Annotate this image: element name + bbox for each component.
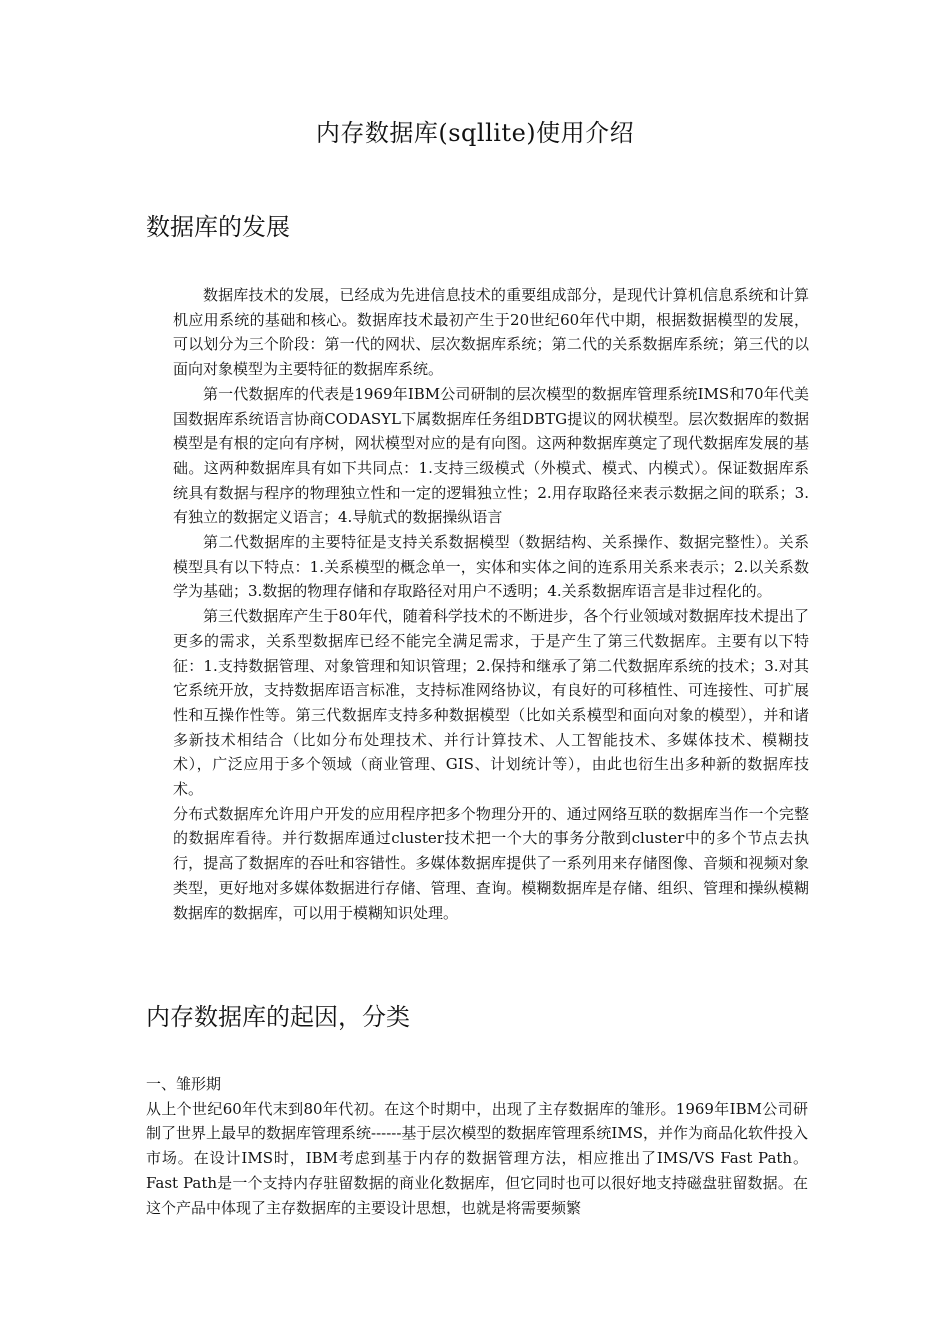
section-body-in-memory-db-origin	[146, 1072, 808, 1220]
section-heading-in-memory-db-origin: 内存数据库的起因，分类	[146, 1003, 410, 1031]
paragraph: 分布式数据库允许用户开发的应用程序把多个物理分开的、通过网络互联的数据库当作一个完整的数据库看待。并行数据库通过cluster技术把一个大的事务分散到cluster中的多个节点去执行，提高了数据库的吞吐和容错性。多媒体数据库提供了一系列用来存储图像、音频和视频对象类型，更好地对多媒体数据进行存储、管理、查询。模糊数据库是存储、组织、管理和操纵模糊数据库的数据库，可以用于模糊知识处理。	[173, 804, 809, 922]
paragraph: 第一代数据库的代表是1969年IBM公司研制的层次模型的数据库管理系统IMS和70年代美国数据库系统语言协商CODASYL下属数据库任务组DBTG提议的网状模型。层次数据库的数据模型是有根的定向有序树，网状模型对应的是有向图。这两种数据库奠定了现代数据库发展的基础。这两种数据库具有如下共同点：1.支持三级模式（外模式、模式、内模式）。保证数据库系统具有数据与程序的物理独立性和一定的逻辑独立性；2.用存取路径来表示数据之间的联系；3.有独立的数据定义语言；4.导航式的数据操纵语言	[173, 384, 809, 527]
paragraph: 从上个世纪60年代末到80年代初。在这个时期中，出现了主存数据库的雏形。1969年IBM公司研制了世界上最早的数据库管理系统------基于层次模型的数据库管理系统IMS，并作为商品化软件投入市场。在设计IMS时，IBM考虑到基于内存的数据管理方法，相应推出了IMS/VS Fast Path。Fast Path是一个支持内存驻留数据的商业化数据库，但它同时也可以很好地支持磁盘驻留数据。在这个产品中体现了主存数据库的主要设计思想，也就是将需要频繁	[146, 1099, 808, 1217]
section-heading-database-development: 数据库的发展	[146, 213, 290, 241]
subheading: 一、雏形期	[146, 1075, 222, 1093]
paragraph: 数据库技术的发展，已经成为先进信息技术的重要组成部分，是现代计算机信息系统和计算机应用系统的基础和核心。数据库技术最初产生于20世纪60年代中期，根据数据模型的发展，可以划分为三个阶段：第一代的网状、层次数据库系统；第二代的关系数据库系统；第三代的以面向对象模型为主要特征的数据库系统。	[173, 286, 809, 379]
paragraph: 第三代数据库产生于80年代，随着科学技术的不断进步，各个行业领域对数据库技术提出了更多的需求，关系型数据库已经不能完全满足需求，于是产生了第三代数据库。主要有以下特征：1.支持数据管理、对象管理和知识管理；2.保持和继承了第二代数据库系统的技术；3.对其它系统开放，支持数据库语言标准，支持标准网络协议，有良好的可移植性、可连接性、可扩展性和互操作性等。第三代数据库支持多种数据模型（比如关系模型和面向对象的模型），并和诸多新技术相结合（比如分布处理技术、并行计算技术、人工智能技术、多媒体技术、模糊技术），广泛应用于多个领域（商业管理、GIS、计划统计等），由此也衍生出多种新的数据库技术。	[173, 607, 809, 799]
paragraph: 第二代数据库的主要特征是支持关系数据模型（数据结构、关系操作、数据完整性）。关系模型具有以下特点：1.关系模型的概念单一，实体和实体之间的连系用关系来表示；2.以关系数学为基础；3.数据的物理存储和存取路径对用户不透明；4.关系数据库语言是非过程化的。	[173, 533, 809, 601]
section-body-database-development	[173, 283, 809, 925]
document-title: 内存数据库(sqllite)使用介绍	[315, 119, 635, 147]
